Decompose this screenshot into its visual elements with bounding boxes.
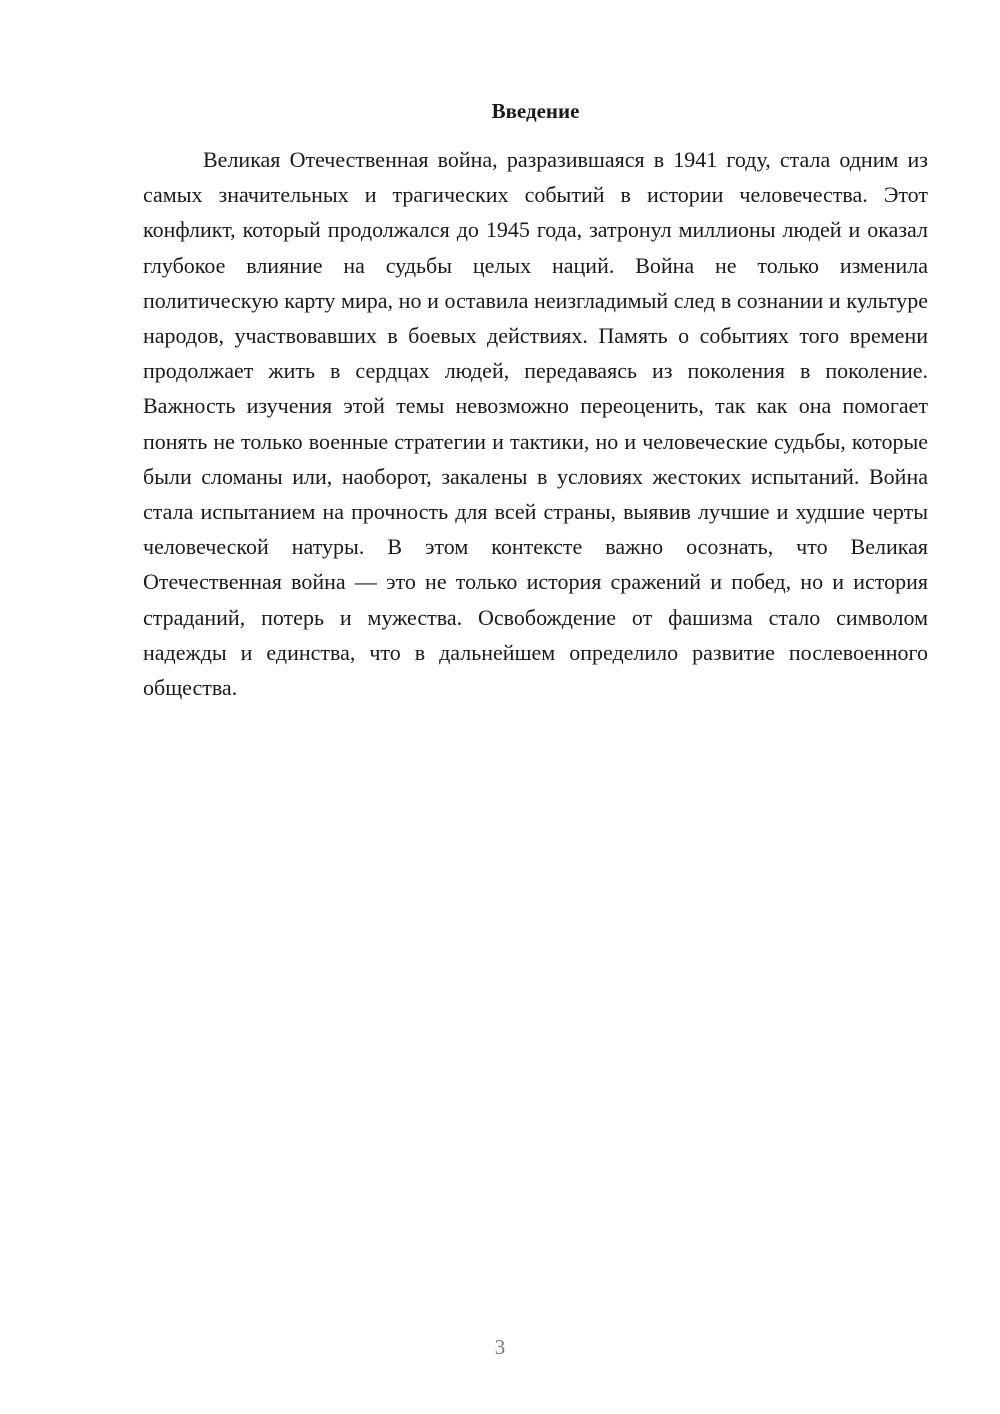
page-number: 3 — [494, 1335, 506, 1359]
body-paragraph: Великая Отечественная война, разразившаяся в 1941 году, стала одним из самых значительных и трагических событий в истории человечества. Этот конфликт, который продолжался до 1945 года, затронул миллионы людей и оказал глубокое влияние на судьбы целых наций. Война не только изменила политическую карту мира, но и оставила неизгладимый след в сознании и культуре народов, участвовавших в боевых действиях. Память о событиях того времени продолжает жить в сердцах людей, передаваясь из поколения в поколение. Важность изучения этой темы невозможно переоценить, так как она помогает понять не только военные стратегии и тактики, но и человеческие судьбы, которые были сломаны или, наоборот, закалены в условиях жестоких испытаний. Война стала испытанием на прочность для всей страны, выявив лучшие и худшие черты человеческой натуры. В этом контексте важно осознать, что Великая Отечественная война — это не только история сражений и побед, но и история страданий, потерь и мужества. Освобождение от фашизма стало символом надежды и единства, что в дальнейшем определило развитие послевоенного общества. — [143, 147, 928, 701]
section-heading: Введение — [491, 99, 580, 123]
